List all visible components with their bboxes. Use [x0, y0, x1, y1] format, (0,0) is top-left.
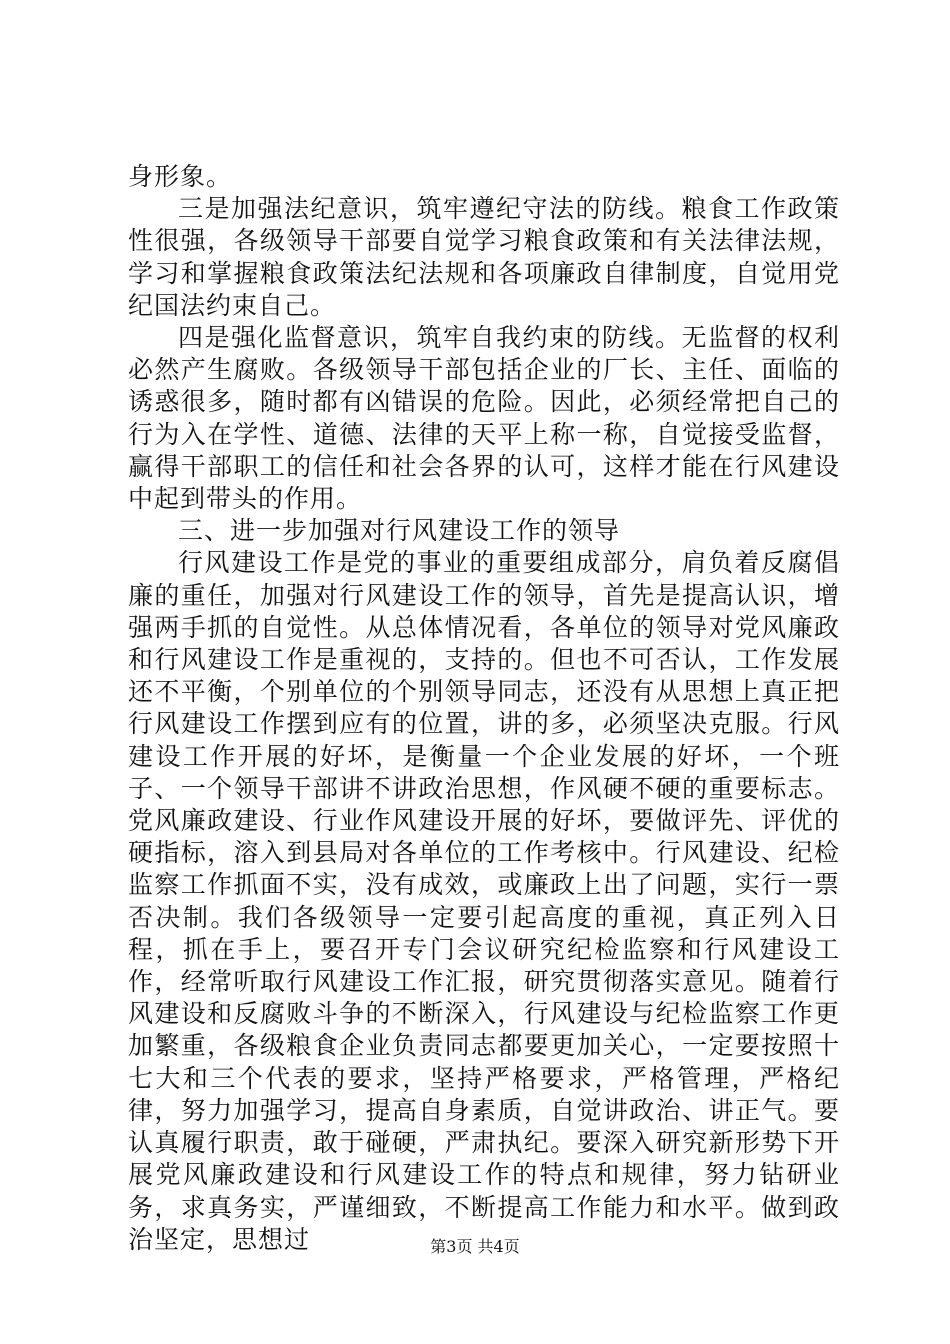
document-body [128, 161, 840, 1256]
section-heading: 三、进一步加强对行风建设工作的领导 [178, 516, 621, 546]
paragraph-5: 行风建设工作是党的事业的重要组成部分，肩负着反腐倡廉的重任，加强对行风建设工作的领导，首先是提高认识，增强两手抓的自觉性。从总体情况看，各单位的领导对党风廉政和行风建设工作是重视的，支持的。但也不可否认，工作发展还不平衡，个别单位的个别领导同志，还没有从思想上真正把行风建设工作摆到应有的位置，讲的多，必须坚决克服。行风建设工作开展的好坏，是衡量一个企业发展的好坏，一个班子、一个领导干部讲不讲政治思想，作风硬不硬的重要标志。党风廉政建设、行业作风建设开展的好坏，要做评先、评优的硬指标，溶入到县局对各单位的工作考核中。行风建设、纪检监察工作抓面不实，没有成效，或廉政上出了问题，实行一票否决制。我们各级领导一定要引起高度的重视，真正列入日程，抓在手上，要召开专门会议研究纪检监察和行风建设工作，经常听取行风建设工作汇报，研究贯彻落实意见。随着行风建设和反腐败斗争的不断深入，行风建设与纪检监察工作更加繁重，各级粮食企业负责同志都要更加关心，一定要按照十七大和三个代表的要求，坚持严格要求，严格管理，严格纪律，努力加强学习，提高自身素质，自觉讲政治、讲正气。要认真履行职责，敢于碰硬，严肃执纪。要深入研究新形势下开展党风廉政建设和行风建设工作的特点和规律，努力钻研业务，求真务实，严谨细致，不断提高工作能力和水平。做到政治坚定，思想过 [128, 548, 840, 1254]
paragraph-1: 身形象。 [128, 162, 233, 191]
paragraph-3: 四是强化监督意识，筑牢自我约束的防线。无监督的权利必然产生腐败。各级领导干部包括企业的厂长、主任、面临的诱惑很多，随时都有凶错误的危险。因此，必须经常把自己的行为入在学性、道德、法律的天平上称一称，自觉接受监督，赢得干部职工的信任和社会各界的认可，这样才能在行风建设中起到带头的作用。 [128, 323, 840, 514]
paragraph-2: 三是加强法纪意识，筑牢遵纪守法的防线。粮食工作政策性很强，各级领导干部要自觉学习粮食政策和有关法律法规，学习和掌握粮食政策法纪法规和各项廉政自律制度，自觉用党纪国法约束自己。 [128, 194, 840, 320]
page-footer: 第3页 共4页 [430, 1237, 520, 1256]
